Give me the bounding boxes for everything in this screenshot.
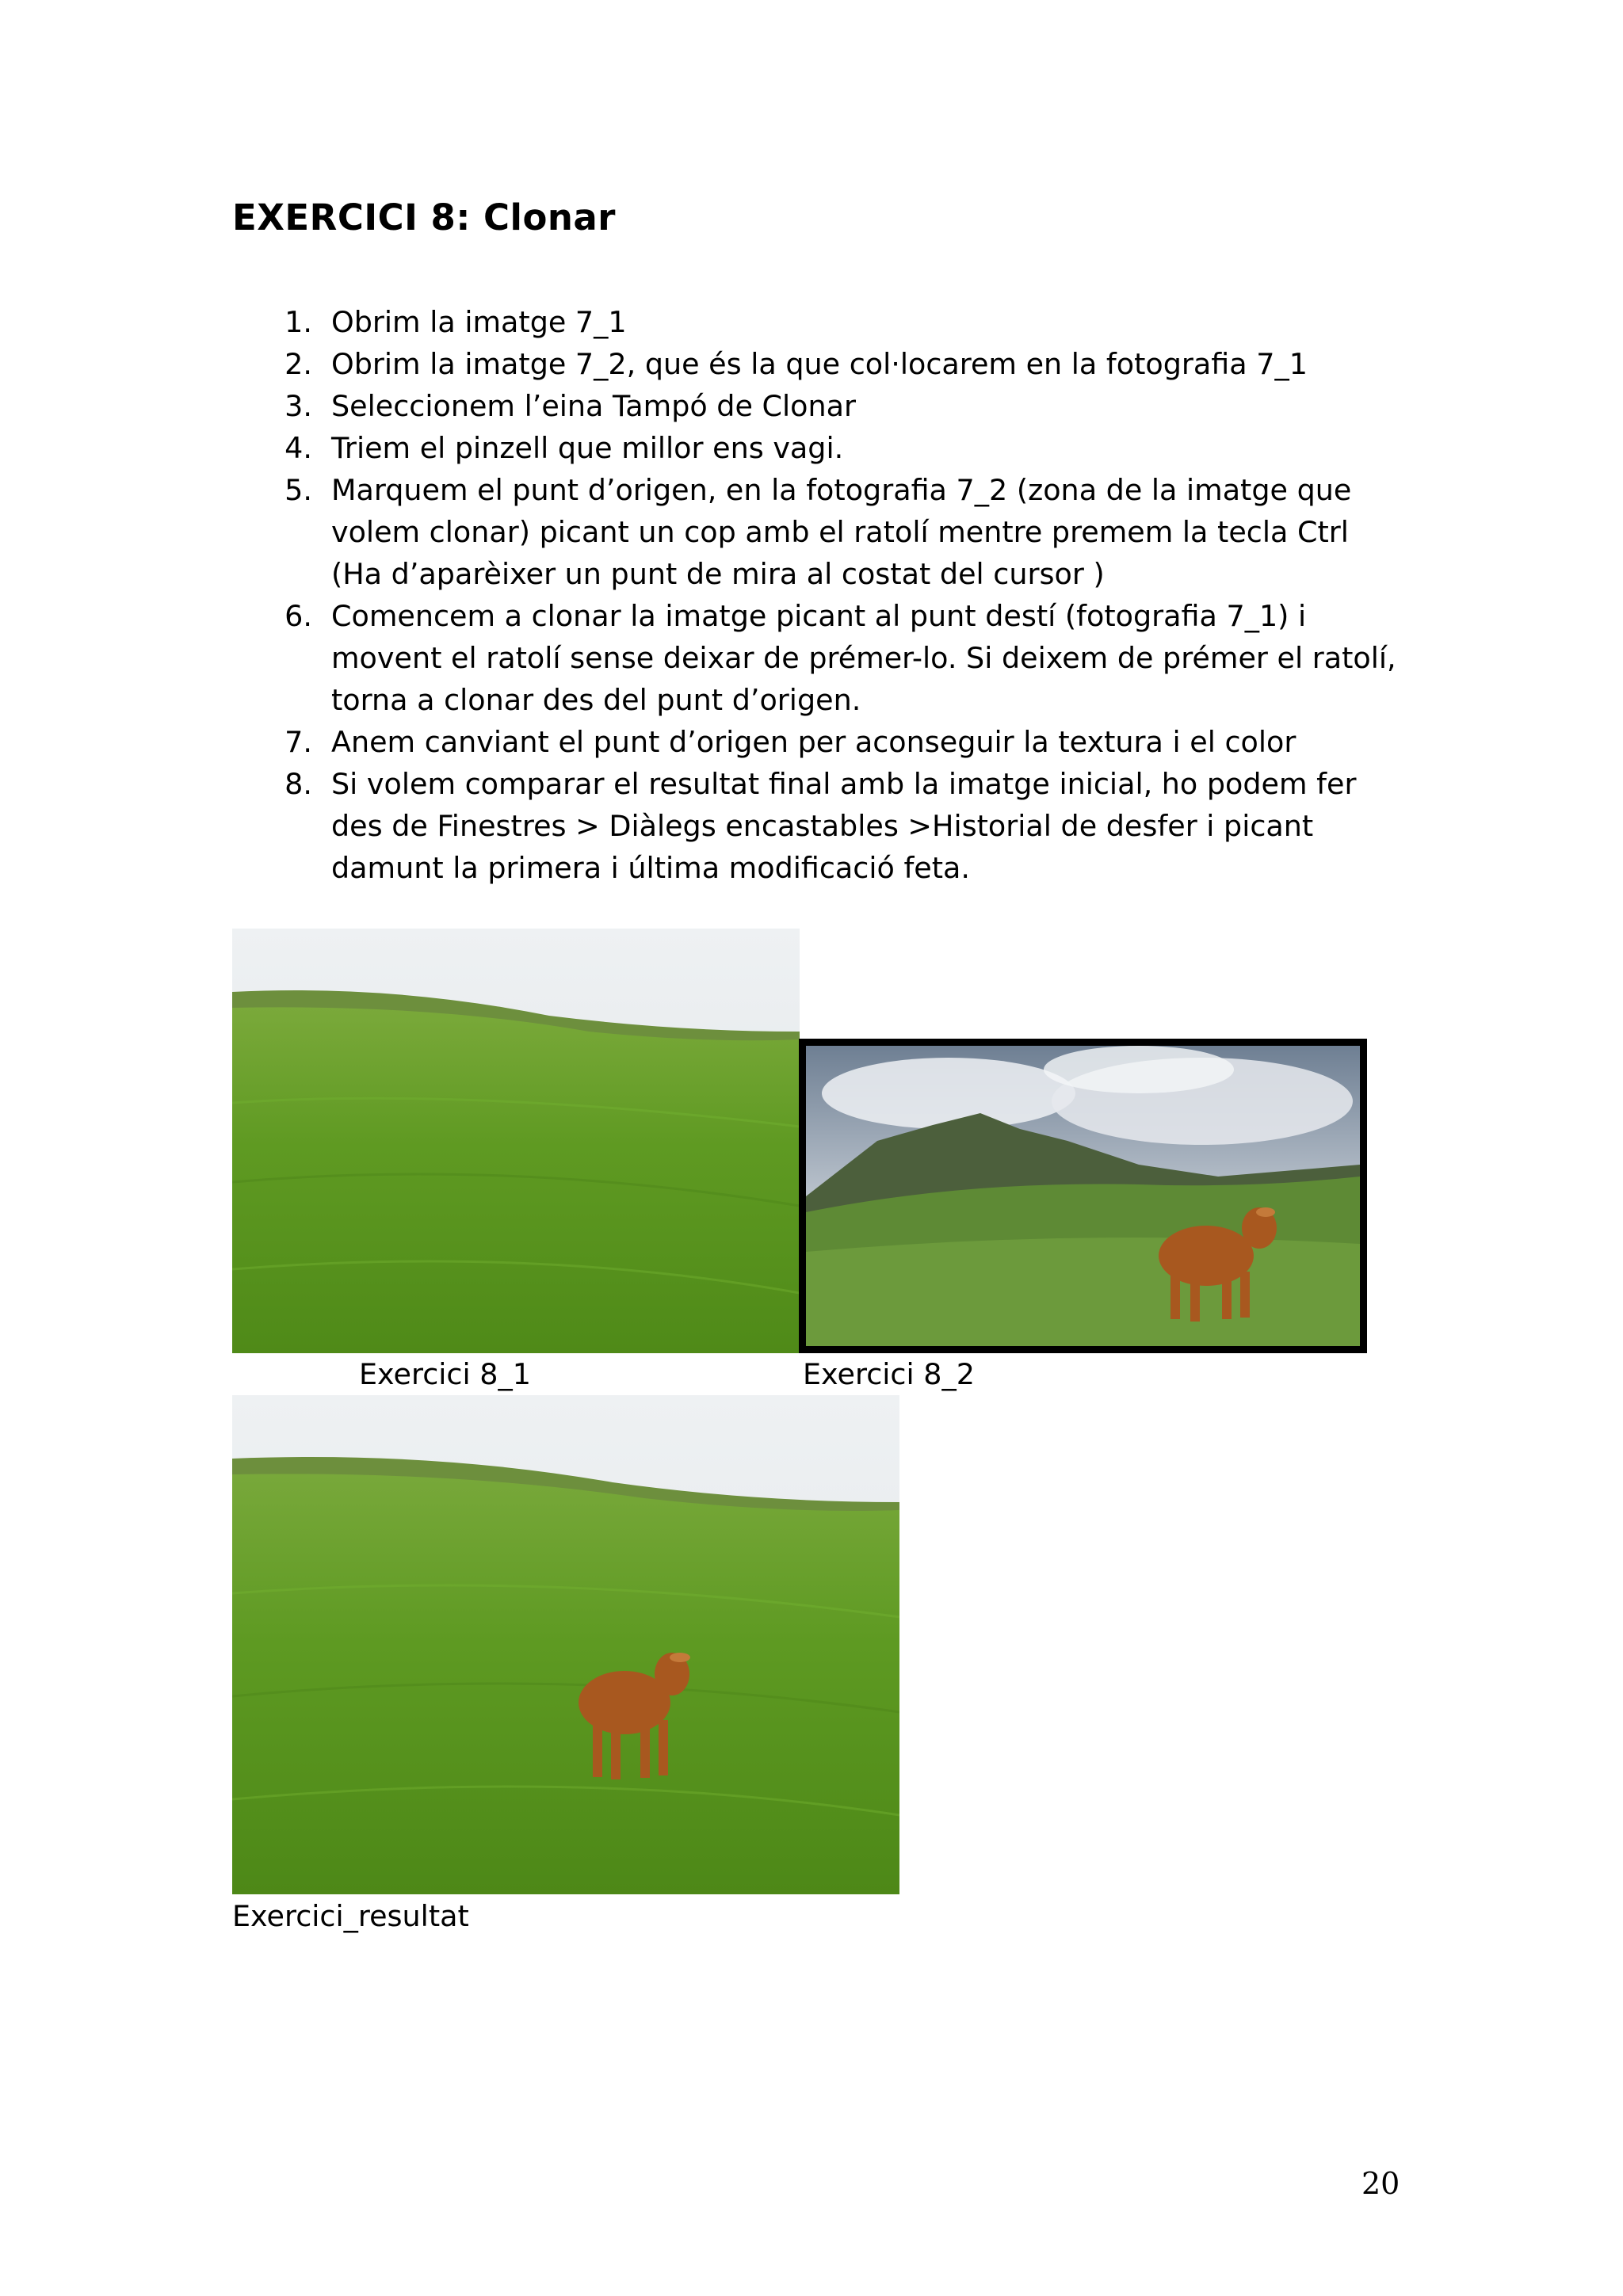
step-text: Obrim la imatge 7_1	[331, 305, 627, 339]
step-text: Si volem comparar el resultat final amb la imatge inicial, ho podem fer des de Finestres > Diàlegs encastables >Historial de desfer i picant damunt la primera i última modificació feta.	[331, 767, 1357, 885]
steps-list	[277, 301, 1403, 889]
step-number: 8.	[285, 767, 312, 801]
caption-photo-result: Exercici_resultat	[232, 1899, 469, 1933]
step-number: 7.	[285, 725, 312, 759]
step-item	[277, 763, 1403, 889]
step-item	[277, 301, 1403, 343]
step-number: 6.	[285, 599, 312, 633]
step-item	[277, 385, 1403, 427]
step-number: 2.	[285, 347, 312, 381]
photo-result	[232, 1395, 899, 1894]
step-text: Seleccionem l’eina Tampó de Clonar	[331, 389, 856, 423]
step-item	[277, 343, 1403, 385]
step-number: 4.	[285, 431, 312, 465]
step-text: Anem canviant el punt d’origen per aconseguir la textura i el color	[331, 725, 1296, 759]
photo-mountain-cow	[799, 1039, 1367, 1353]
step-item	[277, 595, 1403, 721]
step-item	[277, 721, 1403, 763]
step-number: 3.	[285, 389, 312, 423]
step-text: Obrim la imatge 7_2, que és la que col·locarem en la fotografia 7_1	[331, 347, 1308, 381]
caption-photo-2: Exercici 8_2	[803, 1357, 975, 1391]
step-text: Comencem a clonar la imatge picant al punt destí (fotografia 7_1) i movent el ratolí sense deixar de prémer-lo. Si deixem de prémer el ratolí, torna a clonar des del punt d’origen.	[331, 599, 1396, 717]
caption-photo-1: Exercici 8_1	[359, 1357, 531, 1391]
step-text: Triem el pinzell que millor ens vagi.	[331, 431, 844, 465]
step-item	[277, 469, 1403, 595]
exercise-title: EXERCICI 8: Clonar	[232, 196, 616, 238]
step-text: Marquem el punt d’origen, en la fotografia 7_2 (zona de la imatge que volem clonar) picant un cop amb el ratolí mentre premem la tecla Ctrl (Ha d’aparèixer un punt de mira al costat del cursor )	[331, 473, 1352, 591]
step-item	[277, 427, 1403, 469]
step-number: 1.	[285, 305, 312, 339]
photo-field	[232, 929, 800, 1353]
step-number: 5.	[285, 473, 312, 507]
page-number: 20	[1361, 2166, 1400, 2201]
